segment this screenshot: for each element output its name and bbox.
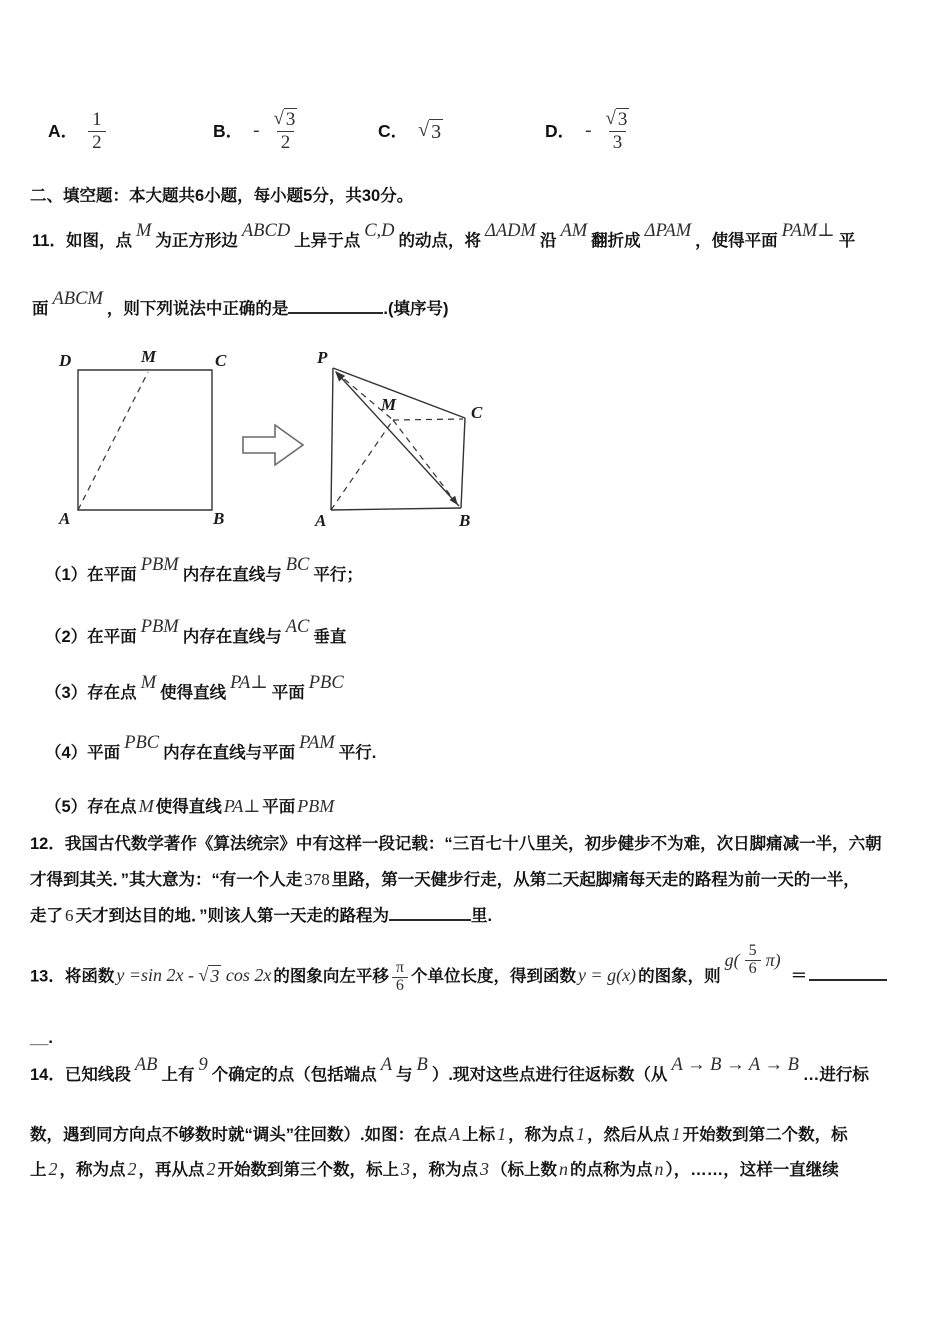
q14-line1 bbox=[30, 1055, 869, 1089]
hidden-edge-am bbox=[331, 420, 393, 510]
math-run: PBC bbox=[308, 673, 344, 693]
math-run: PBC bbox=[124, 733, 160, 753]
fraction-numerator: 5 bbox=[748, 942, 757, 959]
text-run: 使得直线 bbox=[160, 684, 227, 702]
option-b bbox=[213, 98, 301, 164]
edge-pa bbox=[331, 368, 333, 510]
text-run: 面 bbox=[32, 300, 49, 318]
fraction-numerator: π bbox=[395, 958, 404, 976]
text-run: 平面 bbox=[262, 798, 296, 816]
choice-options-row bbox=[0, 98, 950, 164]
edge-cp bbox=[333, 368, 465, 418]
math-run: M bbox=[135, 221, 152, 241]
option-a bbox=[48, 98, 106, 164]
q14-line2 bbox=[30, 1121, 848, 1149]
text-run: ，然后从点 bbox=[587, 1126, 670, 1144]
text-run: 翻折成 bbox=[591, 232, 641, 250]
text-run: （5）存在点 bbox=[45, 798, 137, 816]
text-run: 11．如图，点 bbox=[32, 232, 132, 250]
radicand: 3 bbox=[617, 108, 628, 130]
math-run: PAM bbox=[299, 733, 335, 753]
minus-sign: - bbox=[253, 120, 260, 141]
option-a-fraction bbox=[88, 109, 106, 154]
fold-line-am bbox=[78, 372, 148, 510]
text-run: …进行标 bbox=[802, 1066, 869, 1084]
vertex-label-m: M bbox=[141, 348, 157, 366]
math-run: M bbox=[138, 796, 154, 816]
math-run: ABCD bbox=[241, 221, 291, 241]
math-run: AM bbox=[560, 221, 588, 241]
math-run bbox=[116, 965, 271, 985]
math-run: 2 bbox=[206, 1159, 216, 1179]
answer-blank bbox=[389, 904, 471, 921]
text-run: 的动点，将 bbox=[398, 232, 482, 250]
pi-over-6-fraction bbox=[392, 960, 408, 995]
math-run: A → B → A → B bbox=[671, 1055, 799, 1075]
text-run: 走了 bbox=[30, 907, 63, 925]
q13-continuation bbox=[30, 1025, 53, 1052]
text-run: 个确定的点（包括端点 bbox=[211, 1066, 377, 1084]
text-run: （1）在平面 bbox=[45, 566, 137, 584]
sqrt-expression bbox=[605, 108, 629, 132]
option-c-label: C． bbox=[378, 121, 409, 141]
option-d bbox=[545, 98, 633, 164]
sqrt-expression bbox=[198, 965, 221, 988]
math-run: A bbox=[449, 1124, 461, 1144]
square-outline bbox=[78, 370, 212, 510]
edge-bc bbox=[461, 418, 465, 508]
q12-line1 bbox=[30, 831, 882, 858]
math-run: C,D bbox=[364, 221, 395, 241]
text-run: 的图象向左平移 bbox=[273, 967, 389, 986]
statement-1 bbox=[45, 555, 363, 589]
math-run: ΔPAM bbox=[644, 221, 692, 241]
math-run: ABCM bbox=[52, 289, 103, 309]
math-run: 3 bbox=[480, 1159, 489, 1179]
math-run: 9 bbox=[198, 1055, 208, 1075]
text-run: 平面 bbox=[271, 684, 305, 702]
text-run: 为正方形边 bbox=[155, 232, 238, 250]
text-run: 上标 bbox=[462, 1126, 496, 1144]
math-run: 2 bbox=[48, 1159, 58, 1179]
math-run: A bbox=[380, 1055, 393, 1075]
math-run: PBM bbox=[297, 796, 335, 816]
q11-line1 bbox=[32, 221, 856, 255]
fraction-denominator: 6 bbox=[392, 977, 408, 995]
math-run: PBM bbox=[140, 617, 179, 637]
hidden-edge-mb bbox=[393, 420, 457, 504]
text-run: 上异于点 bbox=[294, 232, 361, 250]
fraction-denominator: 2 bbox=[277, 131, 295, 154]
sqrt-expression bbox=[418, 119, 443, 144]
q11-figure-svg bbox=[55, 348, 505, 533]
option-d-fraction bbox=[601, 108, 633, 155]
vertex-label-c: C bbox=[471, 403, 483, 422]
radical-icon: √ bbox=[198, 965, 209, 986]
sqrt-expression bbox=[273, 108, 297, 132]
text-run: （标上数 bbox=[491, 1161, 557, 1179]
q14-line3 bbox=[30, 1156, 839, 1184]
text-run: 内存在直线与 bbox=[182, 628, 282, 646]
vertex-label-b: B bbox=[213, 509, 225, 528]
text-run: 平行； bbox=[313, 566, 363, 584]
text-run: 上有 bbox=[161, 1066, 195, 1084]
math-run: PA⊥ bbox=[230, 673, 268, 693]
radical-icon: √ bbox=[273, 107, 284, 129]
number-run: 378 bbox=[304, 870, 330, 889]
text-run: 开始数到第三个数，标上 bbox=[217, 1161, 399, 1179]
math-run: 1 bbox=[497, 1124, 507, 1144]
text-run: （2）在平面 bbox=[45, 628, 137, 646]
vertex-label-a: A bbox=[315, 511, 327, 530]
text-run: 使得直线 bbox=[155, 798, 222, 816]
math-run: PA⊥ bbox=[223, 796, 261, 816]
text-run: 天才到达目的地．”则该人第一天走的路程为 bbox=[75, 907, 389, 925]
math-run: 2 bbox=[127, 1159, 137, 1179]
fraction-denominator: 3 bbox=[609, 131, 627, 154]
math-run: BC bbox=[285, 555, 310, 575]
text-run: 平 bbox=[838, 232, 856, 250]
option-c bbox=[378, 98, 443, 164]
text-run: 垂直 bbox=[313, 628, 347, 646]
math-run: n bbox=[654, 1159, 664, 1179]
math-run: 1 bbox=[671, 1124, 681, 1144]
math-run: B bbox=[416, 1055, 428, 1075]
fraction-denominator: 2 bbox=[88, 131, 106, 154]
text-run: ）.现对这些点进行往返标数（从 bbox=[431, 1066, 668, 1084]
fold-arrow-icon bbox=[243, 425, 303, 465]
math-run: AB bbox=[134, 1055, 158, 1075]
five-sixths-fraction bbox=[745, 943, 761, 978]
text-run: （3）存在点 bbox=[45, 684, 137, 702]
vertex-label-p: P bbox=[317, 348, 328, 367]
section-header-text: 二、填空题：本大题共6小题，每小题5分，共30分。 bbox=[30, 187, 414, 205]
math-run: cos 2x bbox=[221, 965, 272, 986]
radical-icon: √ bbox=[418, 118, 430, 141]
math-run: AC bbox=[285, 617, 310, 637]
fraction-numerator bbox=[601, 108, 633, 132]
text-run: ，再从点 bbox=[138, 1161, 205, 1179]
text-run: 里. bbox=[471, 907, 493, 925]
option-a-label: A． bbox=[48, 121, 79, 141]
edge-ab bbox=[331, 508, 461, 510]
q13-line1 bbox=[30, 942, 887, 994]
statement-5 bbox=[45, 793, 336, 821]
text-run: .(填序号) bbox=[383, 300, 449, 318]
text-run: 内存在直线与 bbox=[182, 566, 282, 584]
math-run: y =sin 2x - bbox=[116, 965, 199, 986]
q12-line2 bbox=[30, 867, 860, 894]
math-run: n bbox=[559, 1159, 568, 1179]
text-run: 内存在直线与平面 bbox=[163, 744, 296, 762]
vertex-label-d: D bbox=[59, 351, 72, 370]
math-run: M bbox=[140, 673, 157, 693]
statement-4 bbox=[45, 733, 377, 767]
fraction-numerator: 1 bbox=[92, 108, 102, 130]
folded-solid-figure bbox=[314, 348, 483, 530]
text-run: 的点称为点 bbox=[570, 1161, 653, 1179]
math-run: y = g(x) bbox=[577, 965, 637, 986]
vertex-label-a: A bbox=[59, 509, 71, 528]
radical-icon: √ bbox=[605, 107, 616, 129]
text-run: ，则下列说法中正确的是 bbox=[106, 300, 289, 318]
q11-figure bbox=[55, 348, 505, 533]
option-d-label: D． bbox=[545, 121, 576, 141]
fraction-numerator bbox=[269, 108, 301, 132]
g-expression bbox=[723, 943, 783, 978]
text-run: 里路，第一天健步行走，从第二天起脚痛每天走的路程为前一天的一半， bbox=[331, 871, 860, 889]
text-run: 开始数到第二个数，标 bbox=[682, 1126, 848, 1144]
vertex-label-c: C bbox=[215, 351, 227, 370]
text-run: ，称为点 bbox=[412, 1161, 478, 1179]
math-run: g( bbox=[724, 950, 740, 971]
fraction-denominator: 6 bbox=[745, 960, 761, 978]
radicand: 3 bbox=[285, 108, 296, 130]
square-abcd-figure bbox=[58, 348, 227, 528]
math-run: π) bbox=[765, 950, 781, 971]
number-run: 6 bbox=[65, 906, 74, 925]
text-run: ，使得平面 bbox=[695, 232, 778, 250]
text-run: ，称为点 bbox=[59, 1161, 126, 1179]
text-run: 个单位长度，得到函数 bbox=[410, 967, 576, 986]
text-run: ），……，这样一直继续 bbox=[665, 1161, 839, 1179]
text-run: （4）平面 bbox=[45, 744, 121, 762]
text-run: 14．已知线段 bbox=[30, 1066, 131, 1084]
text-run: 平行. bbox=[338, 744, 377, 762]
radicand: 3 bbox=[210, 966, 220, 987]
math-run: ΔADM bbox=[485, 221, 536, 241]
answer-blank bbox=[288, 297, 383, 314]
text-run: ，称为点 bbox=[508, 1126, 575, 1144]
text-run: 13．将函数 bbox=[30, 967, 115, 986]
minus-sign: - bbox=[585, 120, 592, 141]
text-run: 才得到其关．”其大意为：“有一个人走 bbox=[30, 871, 303, 889]
section-header bbox=[30, 183, 413, 210]
vertex-label-m: M bbox=[381, 395, 397, 414]
option-b-label: B． bbox=[213, 121, 244, 141]
radicand: 3 bbox=[431, 120, 442, 143]
statement-3 bbox=[45, 673, 348, 707]
math-run: 1 bbox=[576, 1124, 586, 1144]
math-run: PBM bbox=[140, 555, 179, 575]
text-run: 数，遇到同方向点不够数时就“调头”往回数）.如图：在点 bbox=[30, 1126, 448, 1144]
q12-line3 bbox=[30, 903, 492, 930]
text-run: 的图象，则 bbox=[638, 967, 721, 986]
hidden-edge-mc bbox=[393, 419, 463, 420]
equals-sign: ＝ bbox=[790, 967, 808, 986]
statement-2 bbox=[45, 617, 347, 651]
text-run: 与 bbox=[396, 1066, 413, 1084]
vertex-label-b: B bbox=[459, 511, 471, 530]
option-b-fraction bbox=[269, 108, 301, 155]
text-run: 12．我国古代数学著作《算法统宗》中有这样一段记载：“三百七十八里关，初步健步不为难，次日脚痛减一半，六朝 bbox=[30, 835, 882, 853]
text-run: __. bbox=[30, 1029, 53, 1047]
q11-line2 bbox=[32, 289, 449, 323]
text-run: 上 bbox=[30, 1161, 47, 1179]
text-run: 沿 bbox=[539, 232, 557, 250]
math-run: PAM⊥ bbox=[781, 221, 835, 241]
math-run: 3 bbox=[401, 1159, 410, 1179]
answer-blank bbox=[809, 965, 887, 982]
